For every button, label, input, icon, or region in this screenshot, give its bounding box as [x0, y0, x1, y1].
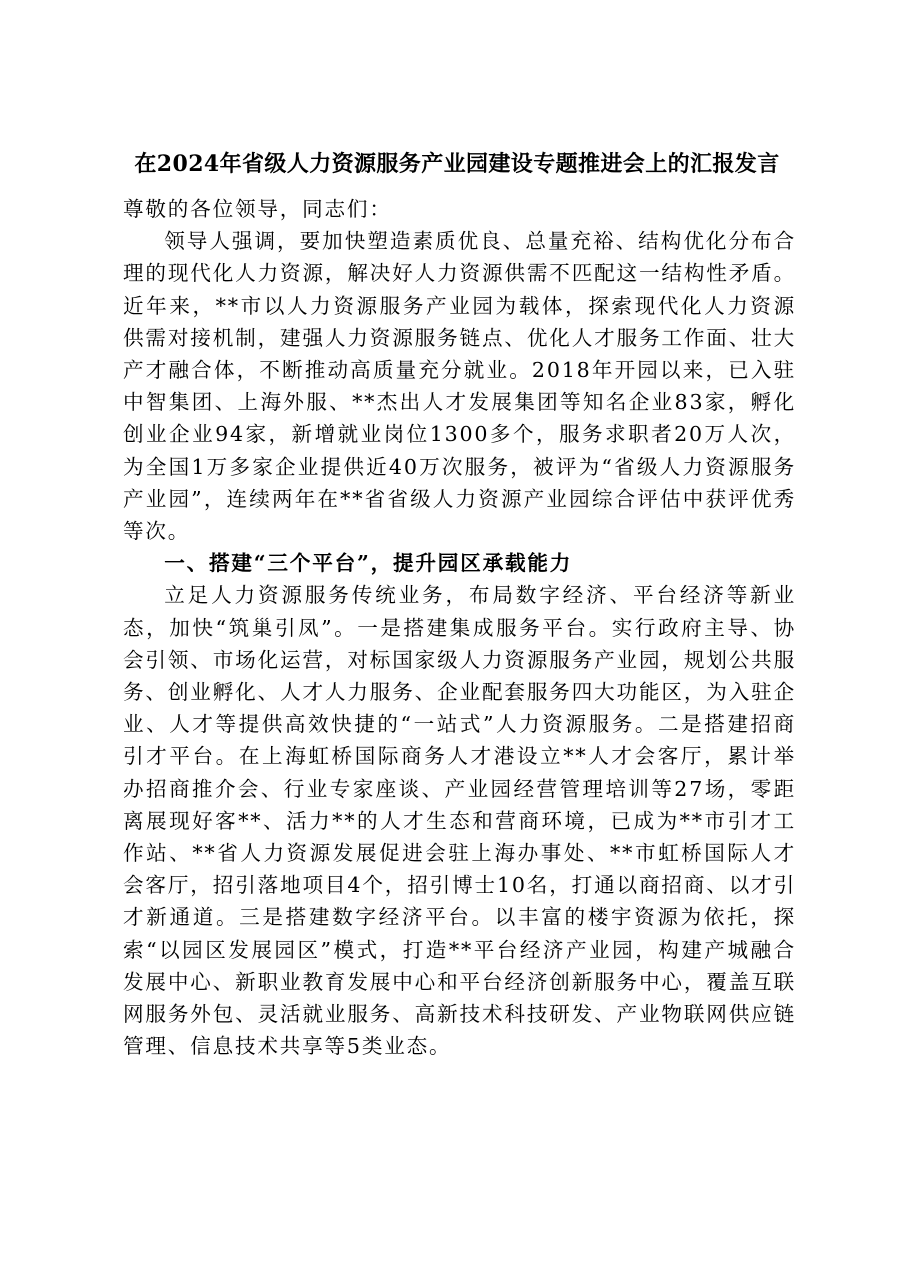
document-body [123, 193, 796, 1062]
section-1-heading: 一、搭建“三个平台”，提升园区承载能力 [164, 551, 573, 576]
document-title: 在2024年省级人力资源服务产业园建设专题推进会上的汇报发言 [134, 151, 780, 177]
salutation: 尊敬的各位领导，同志们： [123, 197, 392, 221]
intro-paragraph: 领导人强调，要加快塑造素质优良、总量充裕、结构优化分布合理的现代化人力资源，解决好人力资源供需不匹配这一结构性矛盾。近年来，**市以人力资源服务产业园为载体，探索现代化人力资源供需对接机制，建强人力资源服务链点、优化人才服务工作面、壮大产才融合体，不断推动高质量充分就业。2018年开园以来，已入驻中智集团、上海外服、**杰出人才发展集团等知名企业83家，孵化创业企业94家，新增就业岗位1300多个，服务求职者20万人次，为全国1万多家企业提供近40万次服务，被评为“省级人力资源服务产业园”，连续两年在**省省级人力资源产业园综合评估中获评优秀等次。 [123, 229, 796, 544]
section-1-paragraph: 立足人力资源服务传统业务，布局数字经济、平台经济等新业态，加快“筑巢引凤”。一是搭建集成服务平台。实行政府主导、协会引领、市场化运营，对标国家级人力资源服务产业园，规划公共服务、创业孵化、人才人力服务、企业配套服务四大功能区，为入驻企业、人才等提供高效快捷的“一站式”人力资源服务。二是搭建招商引才平台。在上海虹桥国际商务人才港设立**人才会客厅，累计举办招商推介会、行业专家座谈、产业园经营管理培训等27场，零距离展现好客**、活力**的人才生态和营商环境，已成为**市引才工作站、**省人力资源发展促进会驻上海办事处、**市虹桥国际人才会客厅，招引落地项目4个，招引博士10名，打通以商招商、以才引才新通道。三是搭建数字经济平台。以丰富的楼宇资源为依托，探索“以园区发展园区”模式，打造**平台经济产业园，构建产城融合发展中心、新职业教育发展中心和平台经济创新服务中心，覆盖互联网服务外包、灵活就业服务、高新技术科技研发、产业物联网供应链管理、信息技术共享等5类业态。 [123, 583, 796, 1059]
